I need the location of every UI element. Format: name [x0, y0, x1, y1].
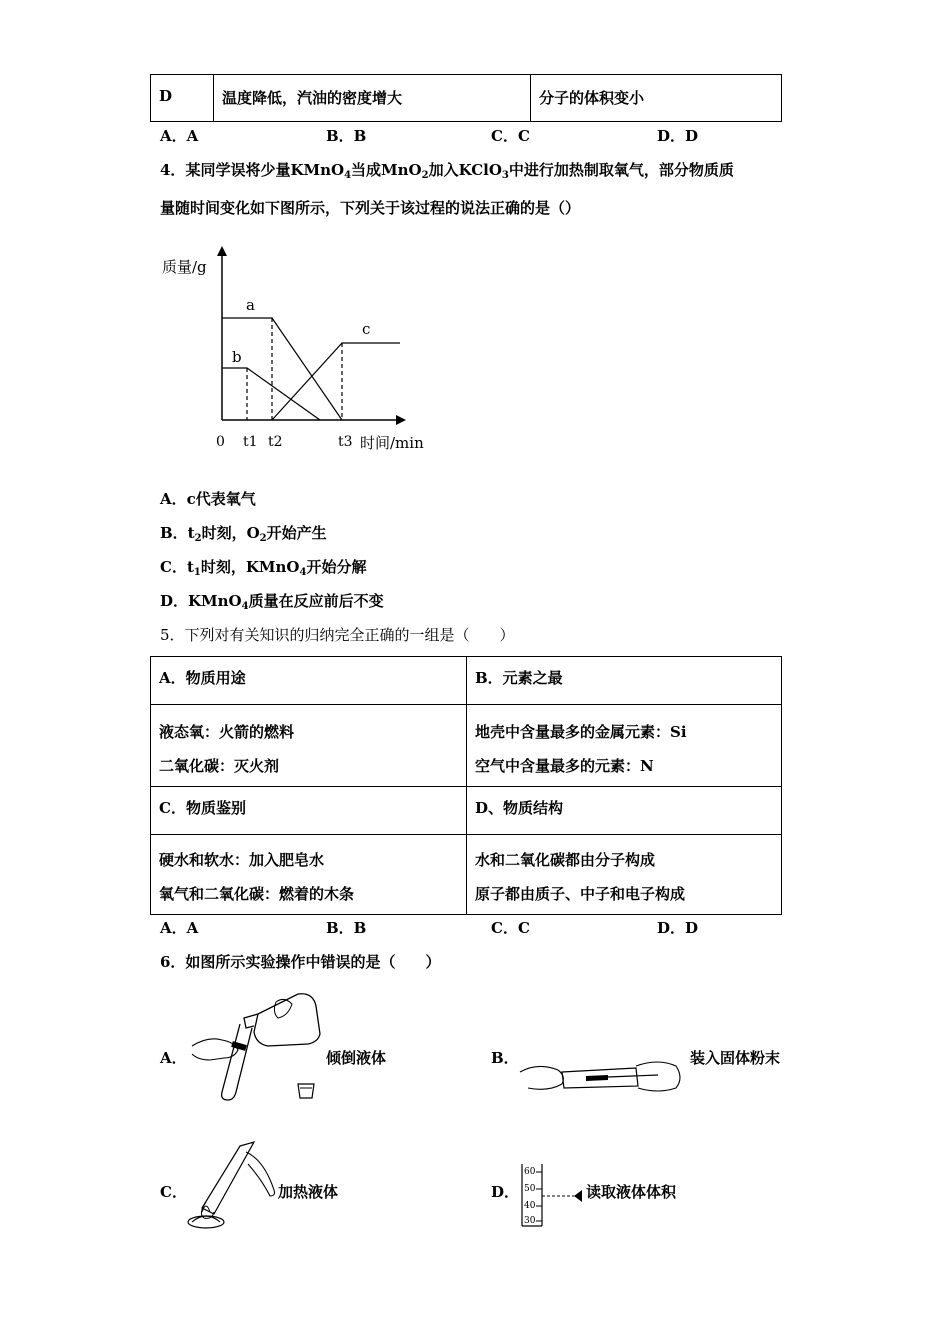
q5-option-d[interactable]: D．D: [657, 919, 699, 937]
cylinder-tick-40: 40: [524, 1201, 536, 1211]
q4-stem-line1: 4．某同学误将少量KMnO$_4$当成MnO$_2$加入KClO$_3$中进行加热制取氧气，部分物质质: [160, 161, 734, 181]
q5-option-b[interactable]: B．B: [326, 919, 367, 937]
q6-d-caption: 读取液体体积: [586, 1183, 677, 1201]
x-axis-arrow: [396, 415, 406, 425]
q5-option-a[interactable]: A．A: [160, 919, 199, 937]
q4-option-b[interactable]: B．$t_2$时刻，$O_2$开始产生: [160, 524, 327, 544]
q4-option-c[interactable]: C．$t_1$时刻，KMnO$_4$开始分解: [160, 558, 367, 578]
chart-ylabel: 质量/g: [162, 258, 207, 276]
x-tick-t3: t3: [338, 434, 353, 450]
q5-stem: 5．下列对有关知识的归纳完全正确的一组是（ ）: [160, 626, 515, 644]
q5-a-body: [151, 705, 467, 787]
q6-c-caption: 加热液体: [278, 1183, 339, 1201]
top-table-col1: D: [151, 75, 214, 122]
x-tick-0: 0: [216, 434, 225, 450]
series-a-label: a: [246, 296, 255, 314]
series-c-line: [272, 343, 400, 420]
cylinder-tick-50: 50: [524, 1184, 536, 1194]
q5-a-line2: 二氧化碳：灭火剂: [159, 757, 280, 775]
q5-b-head: B．元素之最: [467, 657, 782, 705]
series-c-label: c: [362, 320, 371, 338]
graduated-cylinder-illustration: [518, 1160, 588, 1230]
chart-xlabel: 时间/min: [360, 434, 424, 452]
top-table-col3: 分子的体积变小: [531, 75, 782, 122]
cylinder-tick-30: 30: [524, 1216, 536, 1226]
eye-icon: [574, 1190, 582, 1202]
q4-option-d[interactable]: D．KMnO$_4$质量在反应前后不变: [160, 592, 384, 612]
x-tick-t2: t2: [268, 434, 283, 450]
q5-a-head: A．物质用途: [151, 657, 467, 705]
q6-d-letter[interactable]: D．: [491, 1183, 520, 1201]
q5-c-body: [151, 835, 467, 915]
q6-b-caption: 装入固体粉末: [690, 1049, 781, 1067]
q3-option-d[interactable]: D．D: [657, 127, 699, 145]
mass-time-chart: [150, 240, 440, 460]
q5-c-head: C．物质鉴别: [151, 787, 467, 835]
q5-options: [0, 918, 950, 940]
q5-table: [150, 656, 782, 915]
q6-a-letter[interactable]: A．: [160, 1049, 187, 1067]
q5-b-line2: 空气中含量最多的元素：N: [475, 757, 654, 775]
q3-options: [0, 126, 950, 148]
cylinder-tick-60: 60: [524, 1167, 536, 1177]
series-b-line: [222, 368, 320, 420]
q3-option-c[interactable]: C．C: [491, 127, 530, 145]
q6-a-caption: 倾倒液体: [326, 1049, 387, 1067]
q3-option-a[interactable]: A．A: [160, 127, 199, 145]
q5-d-line1: 水和二氧化碳都由分子构成: [475, 851, 656, 869]
q5-d-body: [467, 835, 782, 915]
q5-a-line1: 液态氧：火箭的燃料: [159, 723, 295, 741]
q4-option-a[interactable]: A．c代表氧气: [160, 490, 256, 508]
q6-b-letter[interactable]: B．: [491, 1049, 519, 1067]
heating-liquid-illustration: [184, 1140, 284, 1230]
q5-d-head: D、物质结构: [467, 787, 782, 835]
q6-c-letter[interactable]: C．: [160, 1183, 187, 1201]
solid-powder-illustration: [518, 1058, 688, 1108]
x-tick-t1: t1: [243, 434, 258, 450]
pouring-liquid-illustration: [188, 984, 328, 1104]
y-axis-arrow: [217, 246, 227, 256]
q5-c-line2: 氧气和二氧化碳：燃着的木条: [159, 885, 355, 903]
q5-d-line2: 原子都由质子、中子和电子构成: [475, 885, 686, 903]
q3-option-b[interactable]: B．B: [326, 127, 367, 145]
q6-stem: 6．如图所示实验操作中错误的是（ ）: [160, 953, 441, 971]
q4-stem-line2: 量随时间变化如下图所示，下列关于该过程的说法正确的是（）: [160, 199, 581, 217]
series-a-line: [222, 318, 342, 420]
q5-c-line1: 硬水和软水：加入肥皂水: [159, 851, 325, 869]
top-table: [150, 74, 782, 122]
top-table-col2: 温度降低，汽油的密度增大: [214, 75, 531, 122]
q5-b-line1: 地壳中含量最多的金属元素：Si: [475, 723, 687, 741]
q5-option-c[interactable]: C．C: [491, 919, 530, 937]
q5-b-body: [467, 705, 782, 787]
series-b-label: b: [232, 348, 242, 366]
